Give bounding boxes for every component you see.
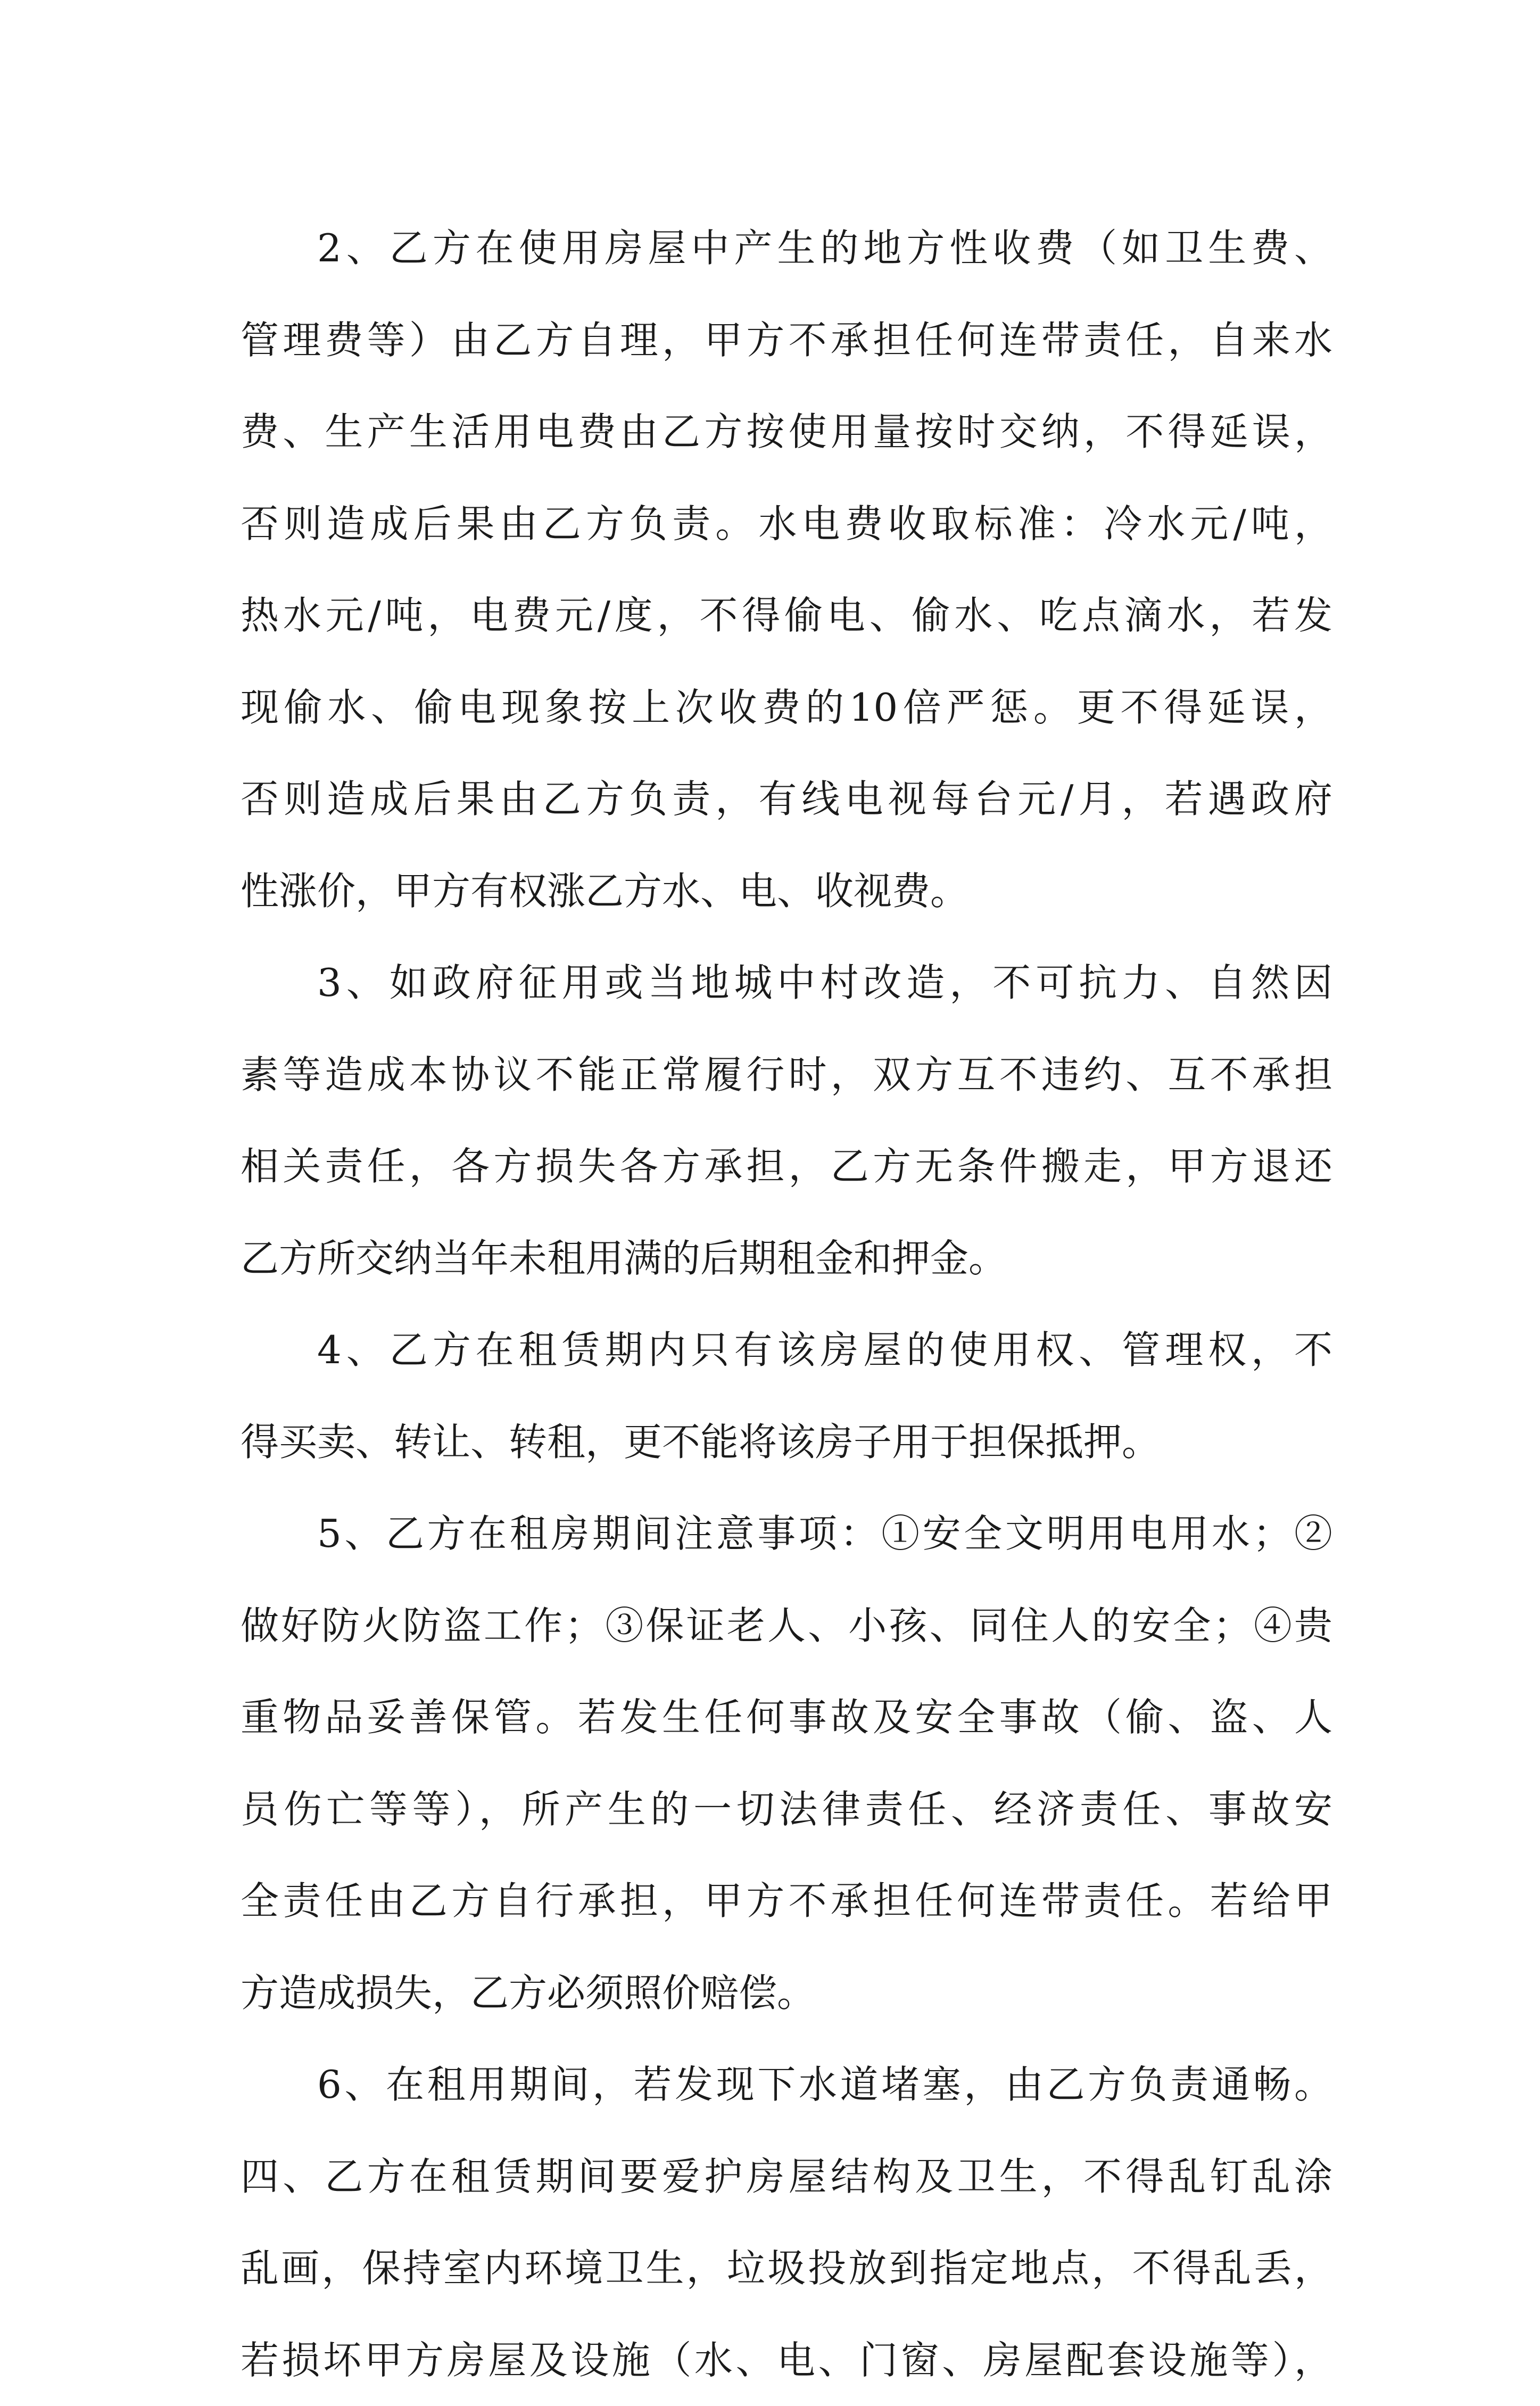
paragraph-2-line: 费、生产生活用电费由乙方按使用量按时交纳，不得延误， [241, 386, 1332, 478]
paragraph-2-line: 管理费等）由乙方自理，甲方不承担任何连带责任，自来水 [241, 294, 1332, 386]
paragraph-5-line: 全责任由乙方自行承担，甲方不承担任何连带责任。若给甲 [241, 1855, 1332, 1947]
paragraph-3-line: 素等造成本协议不能正常履行时，双方互不违约、互不承担 [241, 1029, 1332, 1121]
paragraph-3-line: 3、如政府征用或当地城中村改造，不可抗力、自然因 [241, 937, 1332, 1029]
paragraph-4-line: 得买卖、转让、转租，更不能将该房子用于担保抵押。 [241, 1396, 1332, 1488]
paragraph-5-line: 员伤亡等等），所产生的一切法律责任、经济责任、事故安 [241, 1764, 1332, 1856]
section-4-line: 四、乙方在租赁期间要爱护房屋结构及卫生，不得乱钉乱涂 [241, 2131, 1332, 2223]
paragraph-2-line: 否则造成后果由乙方负责，有线电视每台元/月，若遇政府 [241, 753, 1332, 845]
paragraph-5-line: 5、乙方在租房期间注意事项：①安全文明用电用水；② [241, 1488, 1332, 1580]
paragraph-3-line: 乙方所交纳当年未租用满的后期租金和押金。 [241, 1213, 1332, 1305]
paragraph-2-line: 现偷水、偷电现象按上次收费的10倍严惩。更不得延误， [241, 662, 1332, 754]
paragraph-4-line: 4、乙方在租赁期内只有该房屋的使用权、管理权，不 [241, 1304, 1332, 1396]
paragraph-6-line: 6、在租用期间，若发现下水道堵塞，由乙方负责通畅。 [241, 2039, 1332, 2131]
paragraph-5-line: 做好防火防盗工作；③保证老人、小孩、同住人的安全；④贵 [241, 1580, 1332, 1672]
document-body [241, 202, 1332, 2406]
paragraph-2-line: 2、乙方在使用房屋中产生的地方性收费（如卫生费、 [241, 202, 1332, 294]
paragraph-2-line: 热水元/吨，电费元/度，不得偷电、偷水、吃点滴水，若发 [241, 570, 1332, 662]
paragraph-5-line: 重物品妥善保管。若发生任何事故及安全事故（偷、盗、人 [241, 1671, 1332, 1764]
paragraph-3-line: 相关责任，各方损失各方承担，乙方无条件搬走，甲方退还 [241, 1120, 1332, 1213]
section-4-line: 若损坏甲方房屋及设施（水、电、门窗、房屋配套设施等）， [241, 2314, 1332, 2406]
paragraph-2-line: 性涨价，甲方有权涨乙方水、电、收视费。 [241, 845, 1332, 937]
paragraph-2-line: 否则造成后果由乙方负责。水电费收取标准：冷水元/吨， [241, 478, 1332, 570]
paragraph-5-line: 方造成损失，乙方必须照价赔偿。 [241, 1947, 1332, 2039]
section-4-line: 乱画，保持室内环境卫生，垃圾投放到指定地点，不得乱丢， [241, 2222, 1332, 2314]
